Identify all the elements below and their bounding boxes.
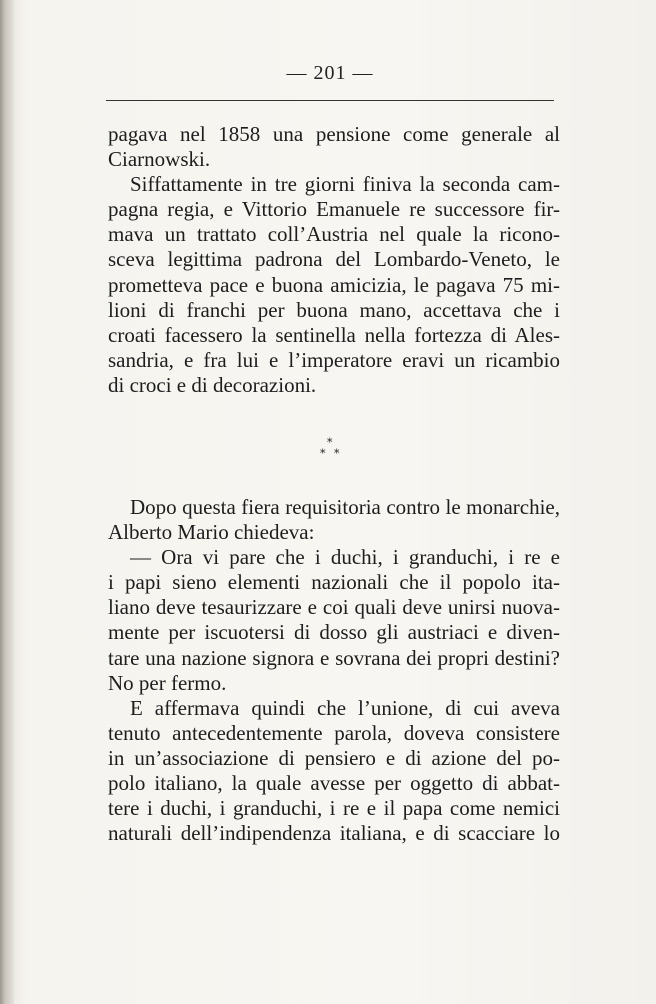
text-line: E affermava quindi che l’unione, di cui aveva: [130, 695, 560, 720]
text-line: pagava nel 1858 una pensione come generale al: [108, 122, 560, 146]
text-line: No per fermo.: [108, 670, 227, 695]
page-number-header: — 201 —: [286, 62, 374, 84]
text-line: pagna regia, e Vittorio Emanuele re successore fir-: [108, 197, 560, 222]
text-line: mente per iscuotersi di dosso gli austriaci e diven-: [108, 620, 560, 645]
text-line: di croci e di decorazioni.: [108, 372, 317, 397]
text-line: croati facessero la sentinella nella fortezza di Ales-: [108, 322, 560, 347]
text-line: in un’associazione di pensiero e di azione del po-: [108, 745, 560, 770]
text-line: Siffattamente in tre giorni finiva la seconda cam-: [130, 172, 560, 197]
text-line: sandria, e fra lui e l’imperatore eravi un ricambio: [108, 347, 560, 372]
header-rule: [106, 100, 554, 101]
text-line: naturali dell’indipendenza italiana, e di scacciare lo: [108, 821, 560, 846]
asterism-star: *: [320, 447, 326, 460]
book-spine-shadow: [0, 0, 14, 1004]
text-line: tare una nazione signora e sovrana dei propri destini?: [108, 645, 560, 670]
text-line: tere i duchi, i granduchi, i re e il papa come nemici: [108, 796, 560, 821]
text-line: lioni di franchi per buona mano, accettava che i: [108, 297, 560, 322]
text-block-bottom: [108, 495, 560, 846]
text-line: Alberto Mario chiedeva:: [108, 520, 315, 545]
text-line: liano deve tesaurizzare e coi quali deve unirsi nuova-: [108, 595, 560, 620]
text-line: sceva legittima padrona del Lombardo-Veneto, le: [108, 247, 560, 272]
asterism-star: *: [327, 436, 333, 449]
text-line: i papi sieno elementi nazionali che il popolo ita-: [108, 570, 560, 595]
section-break-asterism: [316, 437, 348, 463]
text-line: Dopo questa fiera requisitoria contro le monarchie,: [130, 495, 560, 519]
text-line: tenuto antecedentemente parola, doveva consistere: [108, 720, 560, 745]
text-block-top: [108, 122, 560, 398]
asterism-star: *: [334, 447, 340, 460]
text-line: polo italiano, la quale avesse per oggetto di abbat-: [108, 771, 560, 796]
text-line: Ciarnowski.: [108, 147, 211, 172]
text-line: prometteva pace e buona amicizia, le pagava 75 mi-: [108, 272, 560, 297]
text-line: — Ora vi pare che i duchi, i granduchi, i re e: [130, 545, 560, 570]
text-line: mava un trattato coll’Austria nel quale la ricono-: [108, 222, 560, 247]
